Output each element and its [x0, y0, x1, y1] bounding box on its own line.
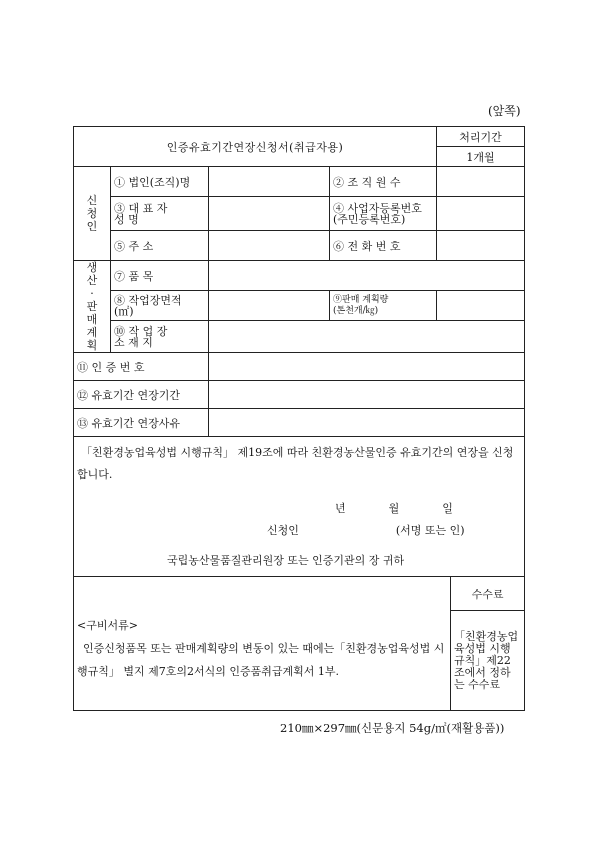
- paper-size-footer: 210㎜×297㎜(신문용지 54g/㎡(재활용품)): [280, 721, 505, 735]
- page-side-label: (앞쪽): [488, 104, 521, 118]
- field-org-name-value[interactable]: [209, 167, 330, 197]
- field-member-count-label: ② 조 직 원 수: [330, 167, 437, 197]
- field-extension-reason-value[interactable]: [209, 409, 525, 437]
- plan-section-label: 생산·판매계획: [74, 261, 111, 353]
- field-business-number-value[interactable]: [437, 197, 525, 231]
- fee-detail: 「친환경농업육성법 시행규칙」제22조에서 정하는 수수료: [451, 611, 525, 711]
- declaration-date: [77, 498, 521, 520]
- declaration-block: [74, 437, 525, 577]
- field-address-value[interactable]: [209, 231, 330, 261]
- field-phone-label: ⑥ 전 화 번 호: [330, 231, 437, 261]
- documents-text: 인증신청품목 또는 판매계획량의 변동이 있는 때에는「친환경농업육성법 시행규칙」 별지 제7호의2서식의 인증품취급계획서 1부.: [77, 642, 445, 678]
- field-extension-period-label: ⑫ 유효기간 연장기간: [74, 381, 209, 409]
- field-cert-number-label: ⑪ 인 증 번 호: [74, 353, 209, 381]
- form-title: 인증유효기간연장신청서(취급자용): [74, 127, 437, 167]
- field-sales-plan-label: ⑨판매 계획량 (톤천개/㎏): [330, 291, 437, 321]
- field-business-number-label: ④ 사업자등록번호 (주민등록번호): [330, 197, 437, 231]
- field-workplace-area-value[interactable]: [209, 291, 330, 321]
- field-representative-label: ③ 대 표 자 성 명: [111, 197, 209, 231]
- date-month: 월: [388, 501, 400, 515]
- signature-note: (서명 또는 인): [395, 523, 465, 537]
- field-representative-value[interactable]: [209, 197, 330, 231]
- field-phone-value[interactable]: [437, 231, 525, 261]
- field-item-label: ⑦ 품 목: [111, 261, 209, 291]
- field-item-value[interactable]: [209, 261, 525, 291]
- field-workplace-location-label: ⑩ 작 업 장 소 재 지: [111, 321, 209, 353]
- field-address-label: ⑤ 주 소: [111, 231, 209, 261]
- date-year: 년: [335, 501, 346, 515]
- recipient-line: 국립농산물품질관리원장 또는 인증기관의 장 귀하: [167, 553, 405, 567]
- declaration-applicant-line: [77, 520, 521, 542]
- declaration-text: 「친환경농업육성법 시행규칙」 제19조에 따라 친환경농산물인증 유효기간의 연장을 신청합니다.: [77, 445, 514, 481]
- processing-value: 1개월: [437, 147, 525, 167]
- application-form: [73, 126, 525, 711]
- processing-label: 처리기간: [437, 127, 525, 147]
- field-extension-reason-label: ⑬ 유효기간 연장사유: [74, 409, 209, 437]
- field-member-count-value[interactable]: [437, 167, 525, 197]
- field-org-name-label: ① 법인(조직)명: [111, 167, 209, 197]
- field-workplace-location-value[interactable]: [209, 321, 525, 353]
- required-documents-block: [74, 577, 451, 711]
- fee-label: 수수료: [451, 577, 525, 611]
- field-workplace-area-label: ⑧ 작업장면적 (㎡): [111, 291, 209, 321]
- field-sales-plan-value[interactable]: [437, 291, 525, 321]
- applicant-label: 신청인: [267, 523, 299, 537]
- applicant-section-label: 신청인: [74, 167, 111, 261]
- field-extension-period-value[interactable]: [209, 381, 525, 409]
- field-cert-number-value[interactable]: [209, 353, 525, 381]
- documents-heading: <구비서류>: [77, 619, 138, 632]
- date-day: 일: [442, 501, 453, 515]
